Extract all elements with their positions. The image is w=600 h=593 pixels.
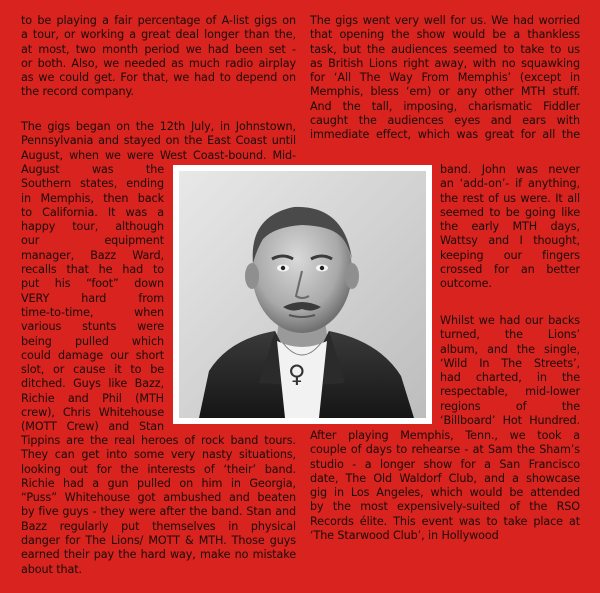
text-line: our equipment xyxy=(21,234,164,248)
left-para-2-bottom xyxy=(21,434,296,577)
text-line: could damage our short xyxy=(21,348,164,362)
left-para-1 xyxy=(21,14,296,100)
text-line: put his “foot” down xyxy=(21,277,164,291)
text-line: time-to-time, when xyxy=(21,305,164,319)
text-line: happy tour, although xyxy=(21,220,164,234)
text-line: earned their pay the hard way, make no mistake xyxy=(21,548,296,562)
text-line: Tippins are the real heroes of rock band tours. xyxy=(21,434,296,447)
text-line: regions of the xyxy=(440,399,580,413)
text-line: Southern states, ending xyxy=(21,177,164,191)
text-line: Wattsy and I thought, xyxy=(440,234,580,248)
text-line: album, and the single, xyxy=(440,342,580,356)
text-line: recalls that he had to xyxy=(21,263,164,277)
text-line: various stunts were xyxy=(21,320,164,334)
text-line: looking out for the interests of ‘their’ band. xyxy=(21,462,296,476)
text-line: that opening the show would be a thankless xyxy=(310,28,580,42)
text-line: crew), Chris Whitehouse xyxy=(21,406,164,420)
text-line: The gigs began on the 12th July, in Johnstown, xyxy=(21,120,296,133)
text-line: Memphis, bless ‘em) or any other MTH stuff. xyxy=(310,85,580,99)
right-para-2-narrow xyxy=(440,314,580,428)
text-line: The gigs went very well for us. We had worried xyxy=(310,14,580,27)
text-line: by the most expensively-suited of the RSO xyxy=(310,500,580,514)
text-line: band. John was never xyxy=(440,163,580,176)
text-line: had charted, in the xyxy=(440,371,580,385)
text-line: the early MTH days, xyxy=(440,220,580,234)
portrait-photo-frame xyxy=(173,165,432,424)
right-para-1-top xyxy=(310,14,580,143)
text-line: “Puss” Whitehouse got ambushed and beaten xyxy=(21,491,296,505)
right-para-1-narrow xyxy=(440,163,580,292)
text-line: They can get into some very nasty situations, xyxy=(21,448,296,462)
text-line: ‘The Starwood Club’, in Hollywood xyxy=(310,529,499,543)
text-line: (MOTT Crew) and Stan xyxy=(21,420,164,434)
text-line: as we could get. For that, we had to depend on xyxy=(21,71,296,85)
text-line: at most, two month period we had been set - xyxy=(21,42,296,56)
text-line: VERY hard from xyxy=(21,291,164,305)
text-line: August was the xyxy=(21,163,164,176)
left-para-2-top xyxy=(21,120,296,163)
text-line: crossed for an better xyxy=(440,263,580,277)
text-line: turned, the Lions’ xyxy=(440,328,580,342)
text-line: Bazz regularly put themselves in physical xyxy=(21,519,296,533)
portrait-photo xyxy=(179,171,426,418)
text-line: immediate effect, which was great for all the xyxy=(310,128,580,142)
text-line: for ‘All The Way From Memphis’ (except in xyxy=(310,71,580,85)
venus-pendant-icon: ♀ xyxy=(288,360,306,388)
text-line: outcome. xyxy=(440,277,492,291)
text-line: And the tall, imposing, charismatic Fiddler xyxy=(310,99,580,113)
text-line: Pennsylvania and stayed on the East Coast until xyxy=(21,134,296,148)
text-line: to be playing a fair percentage of A-list gigs on xyxy=(21,14,296,27)
text-line: task, but the audiences seemed to take to us xyxy=(310,42,580,56)
text-line: being pulled which xyxy=(21,334,164,348)
text-line: a tour, or working a great deal longer than the, xyxy=(21,28,296,42)
text-line: danger for The Lions/ MOTT & MTH. Those guys xyxy=(21,534,296,548)
text-line: about that. xyxy=(21,562,83,576)
text-line: manager, Bazz Ward, xyxy=(21,248,164,262)
text-line: as British Lions right away, with no squawking xyxy=(310,56,580,70)
text-line: the rest of us were. It all xyxy=(440,191,580,205)
text-line: respectable, mid-lower xyxy=(440,385,580,399)
text-line: August, when we were West Coast-bound. Mid- xyxy=(21,148,296,162)
text-line: seemed to be going like xyxy=(440,205,580,219)
text-line: Richie had a gun pulled on him in Georgia, xyxy=(21,476,296,490)
text-line: slot, or cause it to be xyxy=(21,363,164,377)
text-line: or both. Also, we needed as much radio airplay xyxy=(21,56,296,70)
text-line: ditched. Guys like Bazz, xyxy=(21,377,164,391)
text-line: Whilst we had our backs xyxy=(440,314,580,327)
text-line: Richie and Phil (MTH xyxy=(21,391,164,405)
text-line: couple of days to rehearse - at Sam the Sham’s xyxy=(310,443,580,457)
left-para-2-narrow xyxy=(21,163,164,435)
text-line: gig in Los Angeles, which would be attended xyxy=(310,486,580,500)
text-line: ‘Wild In The Streets’, xyxy=(440,356,580,370)
text-line: an ‘add-on’- if anything, xyxy=(440,177,580,191)
text-line: the record company. xyxy=(21,85,134,99)
text-line: caught the audiences eyes and ears with xyxy=(310,114,580,128)
text-line: After playing Memphis, Tenn., we took a xyxy=(310,429,580,442)
text-line: ‘Billboard’ Hot Hundred. xyxy=(440,414,580,428)
text-line: in Memphis, then back xyxy=(21,191,164,205)
text-line: date, The Old Waldorf Club, and a showcase xyxy=(310,471,580,485)
text-line: to California. It was a xyxy=(21,205,164,219)
right-para-2-bottom xyxy=(310,429,580,543)
text-line: by five guys - they were after the band. Stan and xyxy=(21,505,296,519)
text-line: keeping our fingers xyxy=(440,248,580,262)
text-line: Records élite. This event was to take place at xyxy=(310,514,580,528)
text-line: studio - a longer show for a San Francisco xyxy=(310,457,580,471)
